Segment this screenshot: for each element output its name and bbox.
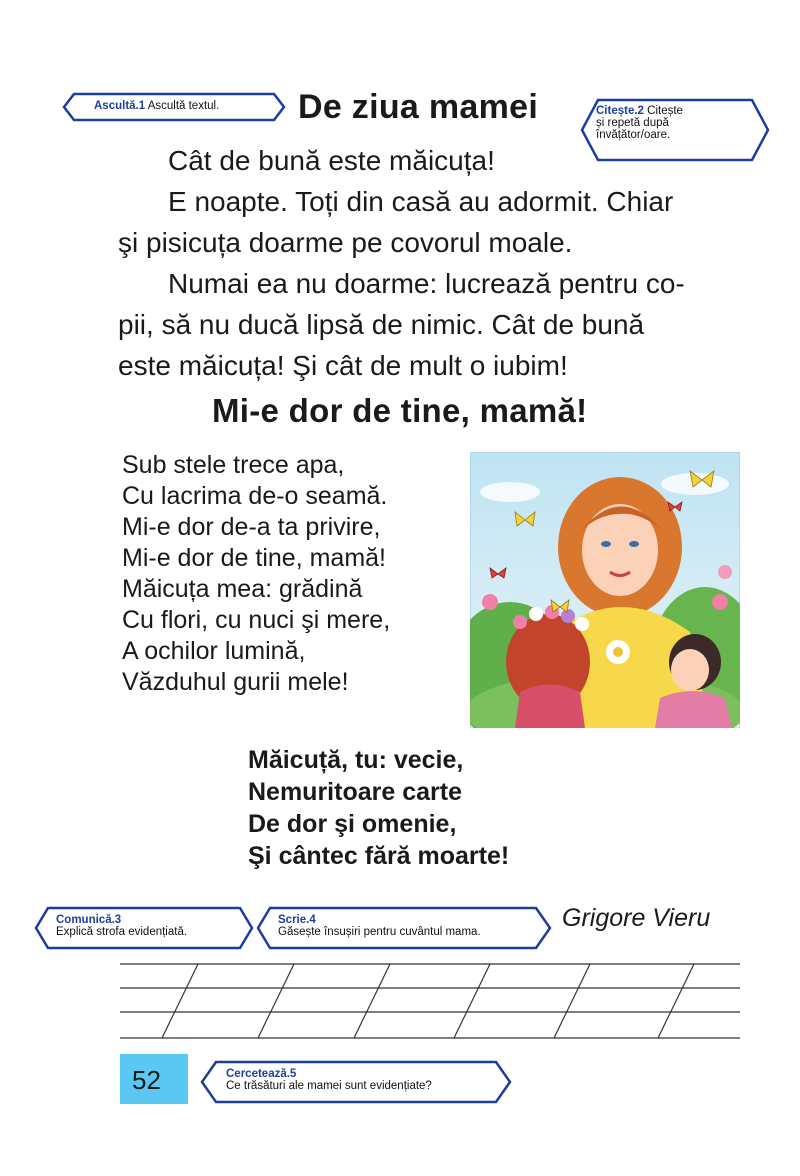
task-key: Scrie.4 xyxy=(278,914,316,926)
story-line: E noapte. Toți din casă au adormit. Chiar xyxy=(168,186,674,217)
story-body xyxy=(118,140,742,386)
task-key: Ascultă.1 xyxy=(94,100,146,112)
story-title: De ziua mamei xyxy=(298,88,539,126)
task-key: Comunică.3 xyxy=(56,914,122,926)
task-text: Ce trăsături ale mamei sunt evidențiate? xyxy=(226,1080,432,1093)
poem-line: A ochilor lumină, xyxy=(122,637,306,665)
poem-highlighted-strophe xyxy=(248,744,509,872)
task-badge-cerceteaza xyxy=(200,1060,512,1104)
strophe-line: Măicuță, tu: vecie, xyxy=(248,746,464,774)
task-key: Citește.2 xyxy=(596,105,644,117)
story-line: şi pisicuța doarme pe covorul moale. xyxy=(118,227,573,258)
poem-author: Grigore Vieru xyxy=(562,904,711,932)
task-text: Citește xyxy=(647,105,683,117)
poem-line: Mi-e dor de tine, mamă! xyxy=(122,544,386,572)
strophe-line: Nemuritoare carte xyxy=(248,778,462,806)
illustration-mother-children xyxy=(470,452,740,728)
task-badge-asculta xyxy=(62,92,286,122)
task-text-line3: învățător/oare. xyxy=(596,129,671,142)
poem-line: Mi-e dor de-a ta privire, xyxy=(122,513,381,541)
poem-line: Cu flori, cu nuci şi mere, xyxy=(122,606,391,634)
poem-stanza xyxy=(122,450,390,698)
page-number: 52 xyxy=(120,1054,188,1104)
strophe-line: Şi cântec fără moarte! xyxy=(248,842,510,870)
task-key: Cercetează.5 xyxy=(226,1068,297,1080)
story-line: pii, să nu ducă lipsă de nimic. Cât de bună xyxy=(118,309,645,340)
task-text: Explică strofa evidențiată. xyxy=(56,926,188,939)
poem-title: Mi-e dor de tine, mamă! xyxy=(212,392,588,429)
poem-line: Văzduhul gurii mele! xyxy=(122,668,349,696)
task-text: Ascultă textul. xyxy=(147,100,220,112)
task-badge-comunica xyxy=(34,906,254,950)
poem-line: Cu lacrima de-o seamă. xyxy=(122,482,388,510)
task-text: Găsește însușiri pentru cuvântul mama. xyxy=(278,926,481,939)
story-line: este măicuța! Şi cât de mult o iubim! xyxy=(118,350,568,381)
story-line: Cât de bună este măicuța! xyxy=(168,145,495,176)
writing-lines[interactable] xyxy=(120,962,740,1042)
task-text-line2: și repetă după xyxy=(596,117,669,130)
story-line: Numai ea nu doarme: lucrează pentru co- xyxy=(168,268,685,299)
task-badge-scrie xyxy=(256,906,552,950)
poem-line: Măicuța mea: grădină xyxy=(122,575,363,603)
poem-line: Sub stele trece apa, xyxy=(122,451,345,479)
strophe-line: De dor şi omenie, xyxy=(248,810,457,838)
